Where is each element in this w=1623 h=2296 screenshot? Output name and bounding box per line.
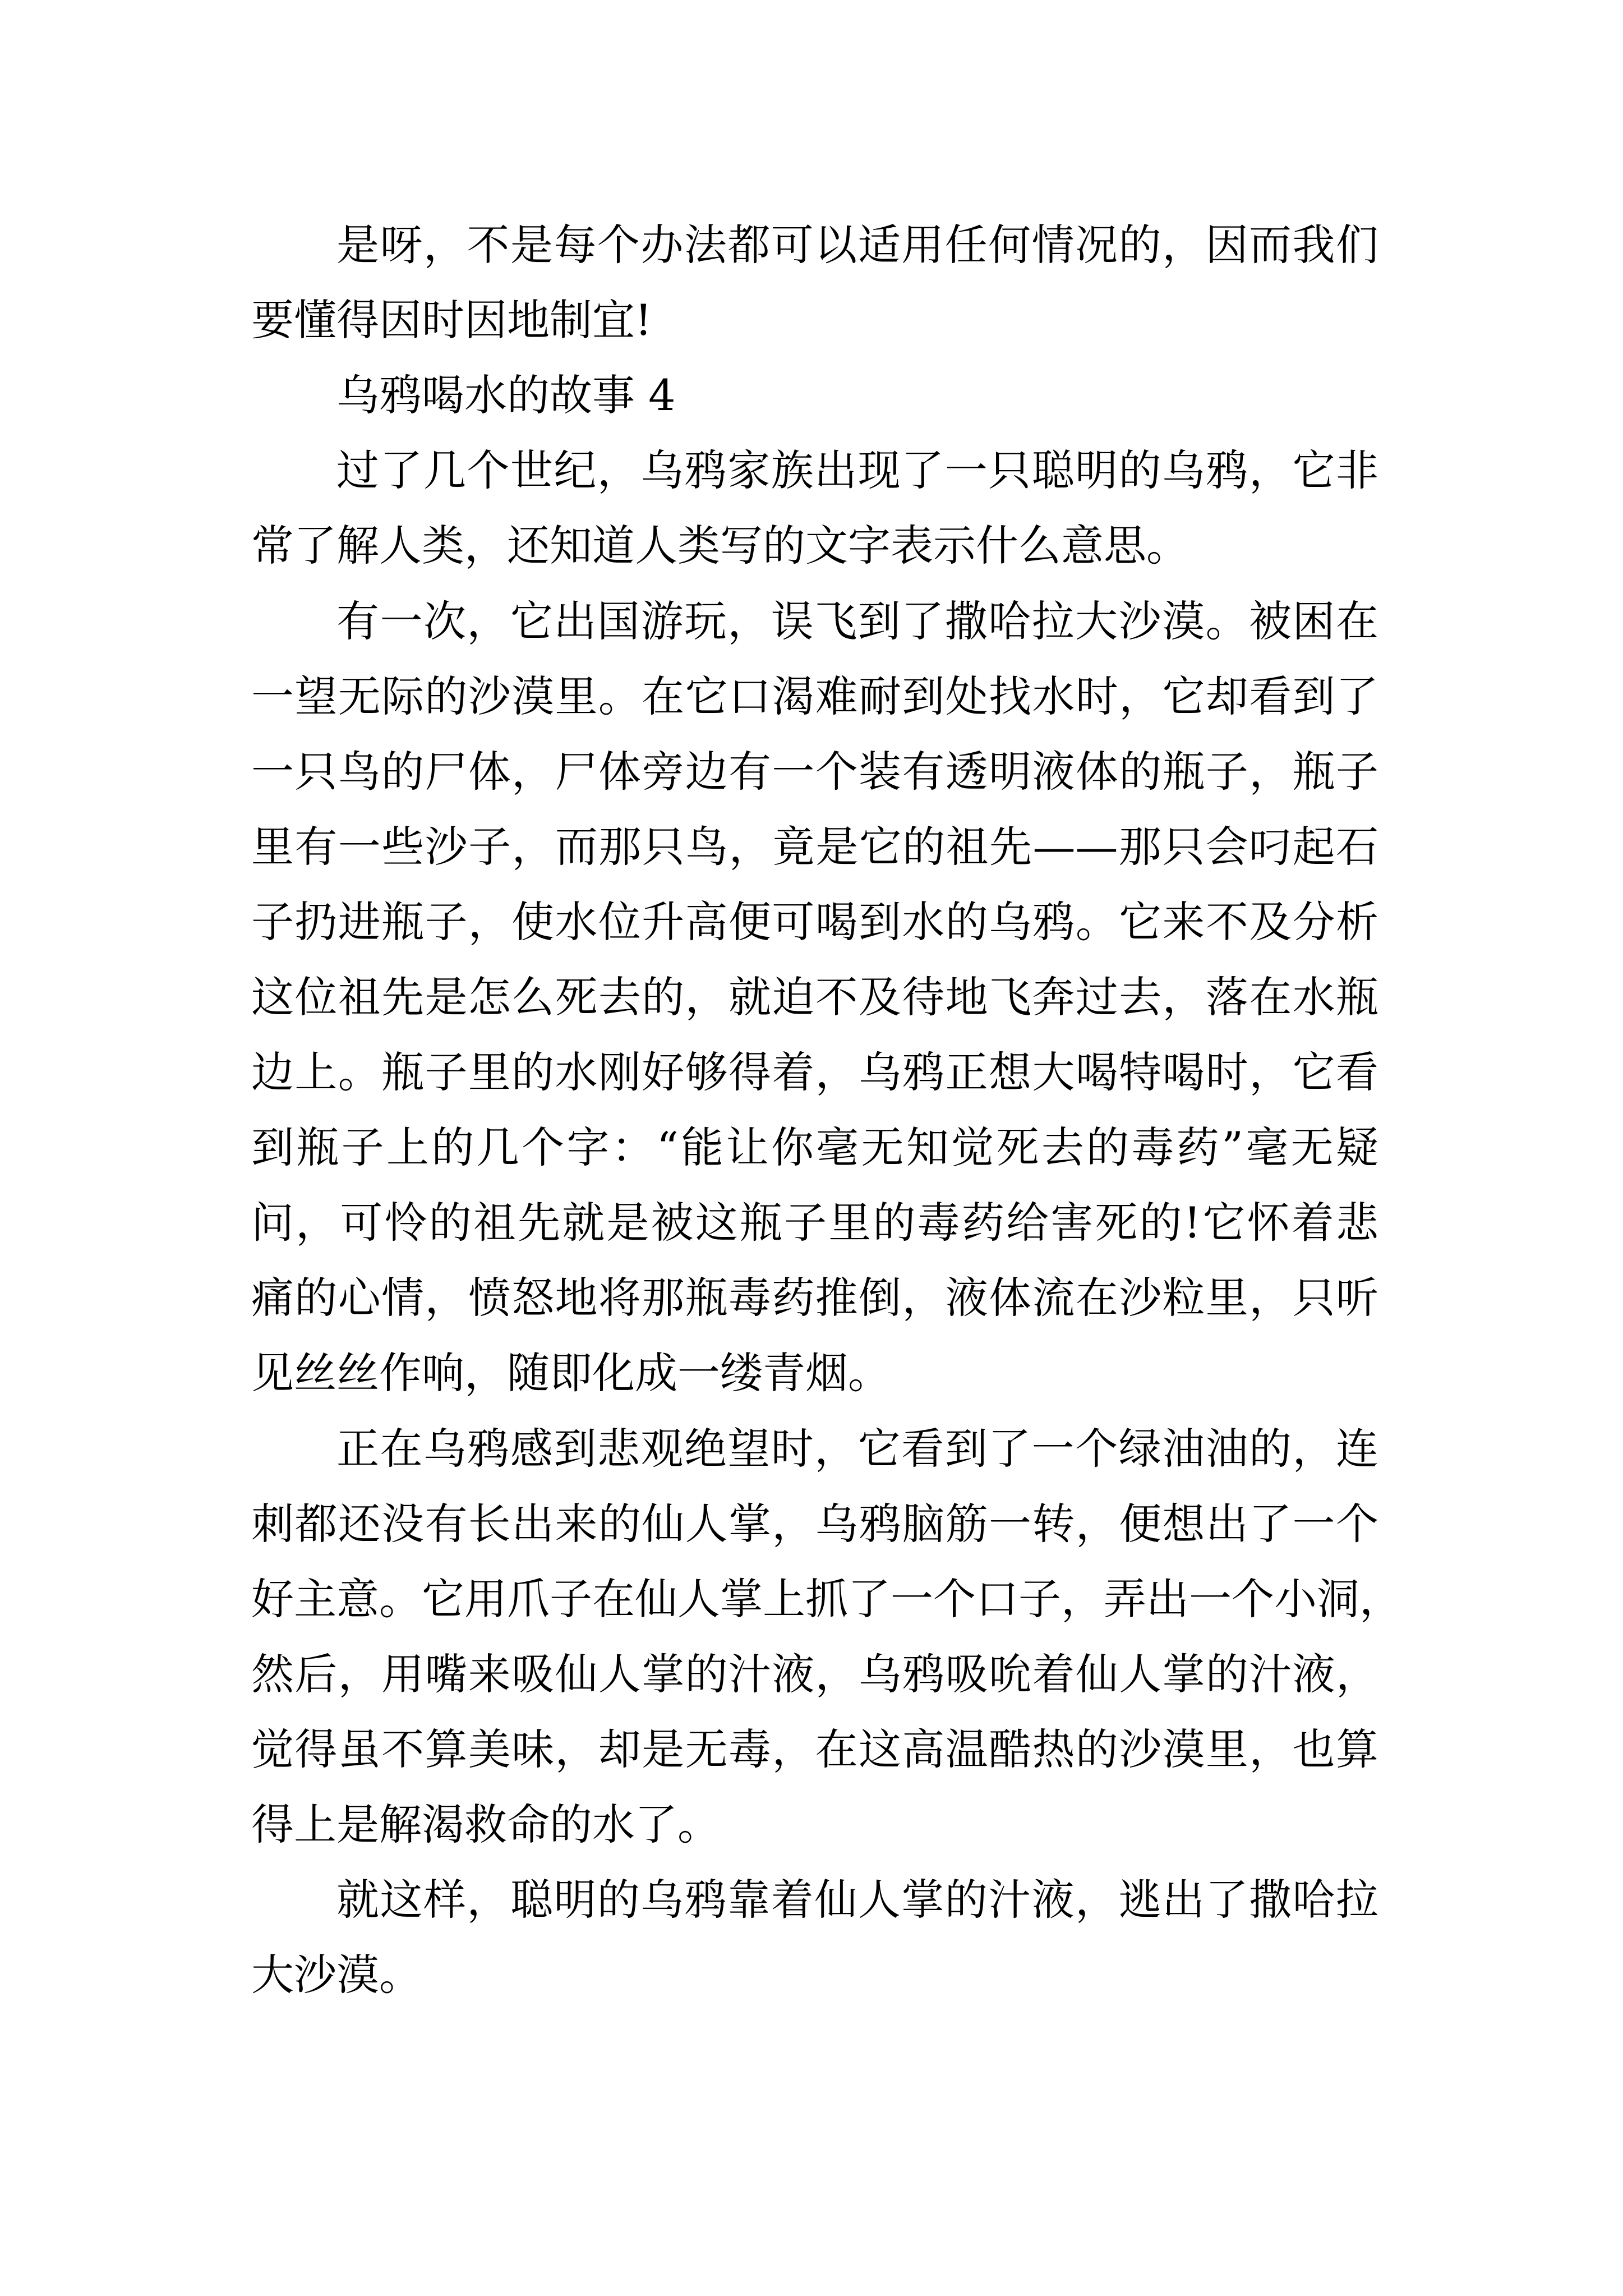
paragraph-line: 痛的心情，愤怒地将那瓶毒药推倒，液体流在沙粒里，只听 bbox=[251, 1273, 1378, 1323]
paragraph-line: 到瓶子上的几个字：“能让你毫无知觉死去的毒药”毫无疑 bbox=[251, 1122, 1378, 1172]
paragraph-line: 得上是解渴救命的水了。 bbox=[251, 1800, 720, 1849]
paragraph-line: 然后，用嘴来吸仙人掌的汁液，乌鸦吸吮着仙人掌的汁液， bbox=[251, 1649, 1378, 1699]
paragraph-line: 觉得虽不算美味，却是无毒，在这高温酷热的沙漠里，也算 bbox=[251, 1724, 1378, 1774]
paragraph-line: 里有一些沙子，而那只鸟，竟是它的祖先——那只会叼起石 bbox=[251, 822, 1378, 872]
paragraph-line: 刺都还没有长出来的仙人掌，乌鸦脑筋一转，便想出了一个 bbox=[251, 1499, 1378, 1549]
paragraph-line: 常了解人类，还知道人类写的文字表示什么意思。 bbox=[251, 521, 1189, 570]
paragraph-line: 大沙漠。 bbox=[251, 1950, 422, 2000]
paragraph-line: 有一次，它出国游玩，误飞到了撒哈拉大沙漠。被困在 bbox=[336, 596, 1378, 646]
paragraph-line: 边上。瓶子里的水刚好够得着，乌鸦正想大喝特喝时，它看 bbox=[251, 1047, 1378, 1097]
paragraph-line: 见丝丝作响，随即化成一缕青烟。 bbox=[251, 1348, 891, 1398]
paragraph-line: 一只鸟的尸体，尸体旁边有一个装有透明液体的瓶子，瓶子 bbox=[251, 747, 1378, 797]
paragraph-line: 好主意。它用爪子在仙人掌上抓了一个口子，弄出一个小洞， bbox=[251, 1574, 1402, 1624]
paragraph-line: 就这样，聪明的乌鸦靠着仙人掌的汁液，逃出了撒哈拉 bbox=[336, 1875, 1378, 1925]
paragraph-line: 子扔进瓶子，使水位升高便可喝到水的乌鸦。它来不及分析 bbox=[251, 897, 1378, 947]
section-heading: 乌鸦喝水的故事 4 bbox=[336, 370, 676, 420]
paragraph-line: 过了几个世纪，乌鸦家族出现了一只聪明的乌鸦，它非 bbox=[336, 445, 1378, 495]
paragraph-line: 这位祖先是怎么死去的，就迫不及待地飞奔过去，落在水瓶 bbox=[251, 972, 1378, 1022]
paragraph-line: 要懂得因时因地制宜! bbox=[251, 295, 652, 345]
paragraph-line: 正在乌鸦感到悲观绝望时，它看到了一个绿油油的，连 bbox=[336, 1424, 1378, 1474]
paragraph-line: 是呀，不是每个办法都可以适用任何情况的，因而我们 bbox=[336, 220, 1378, 270]
paragraph-line: 问，可怜的祖先就是被这瓶子里的毒药给害死的!它怀着悲 bbox=[251, 1198, 1378, 1248]
paragraph-line: 一望无际的沙漠里。在它口渴难耐到处找水时，它却看到了 bbox=[251, 671, 1378, 721]
